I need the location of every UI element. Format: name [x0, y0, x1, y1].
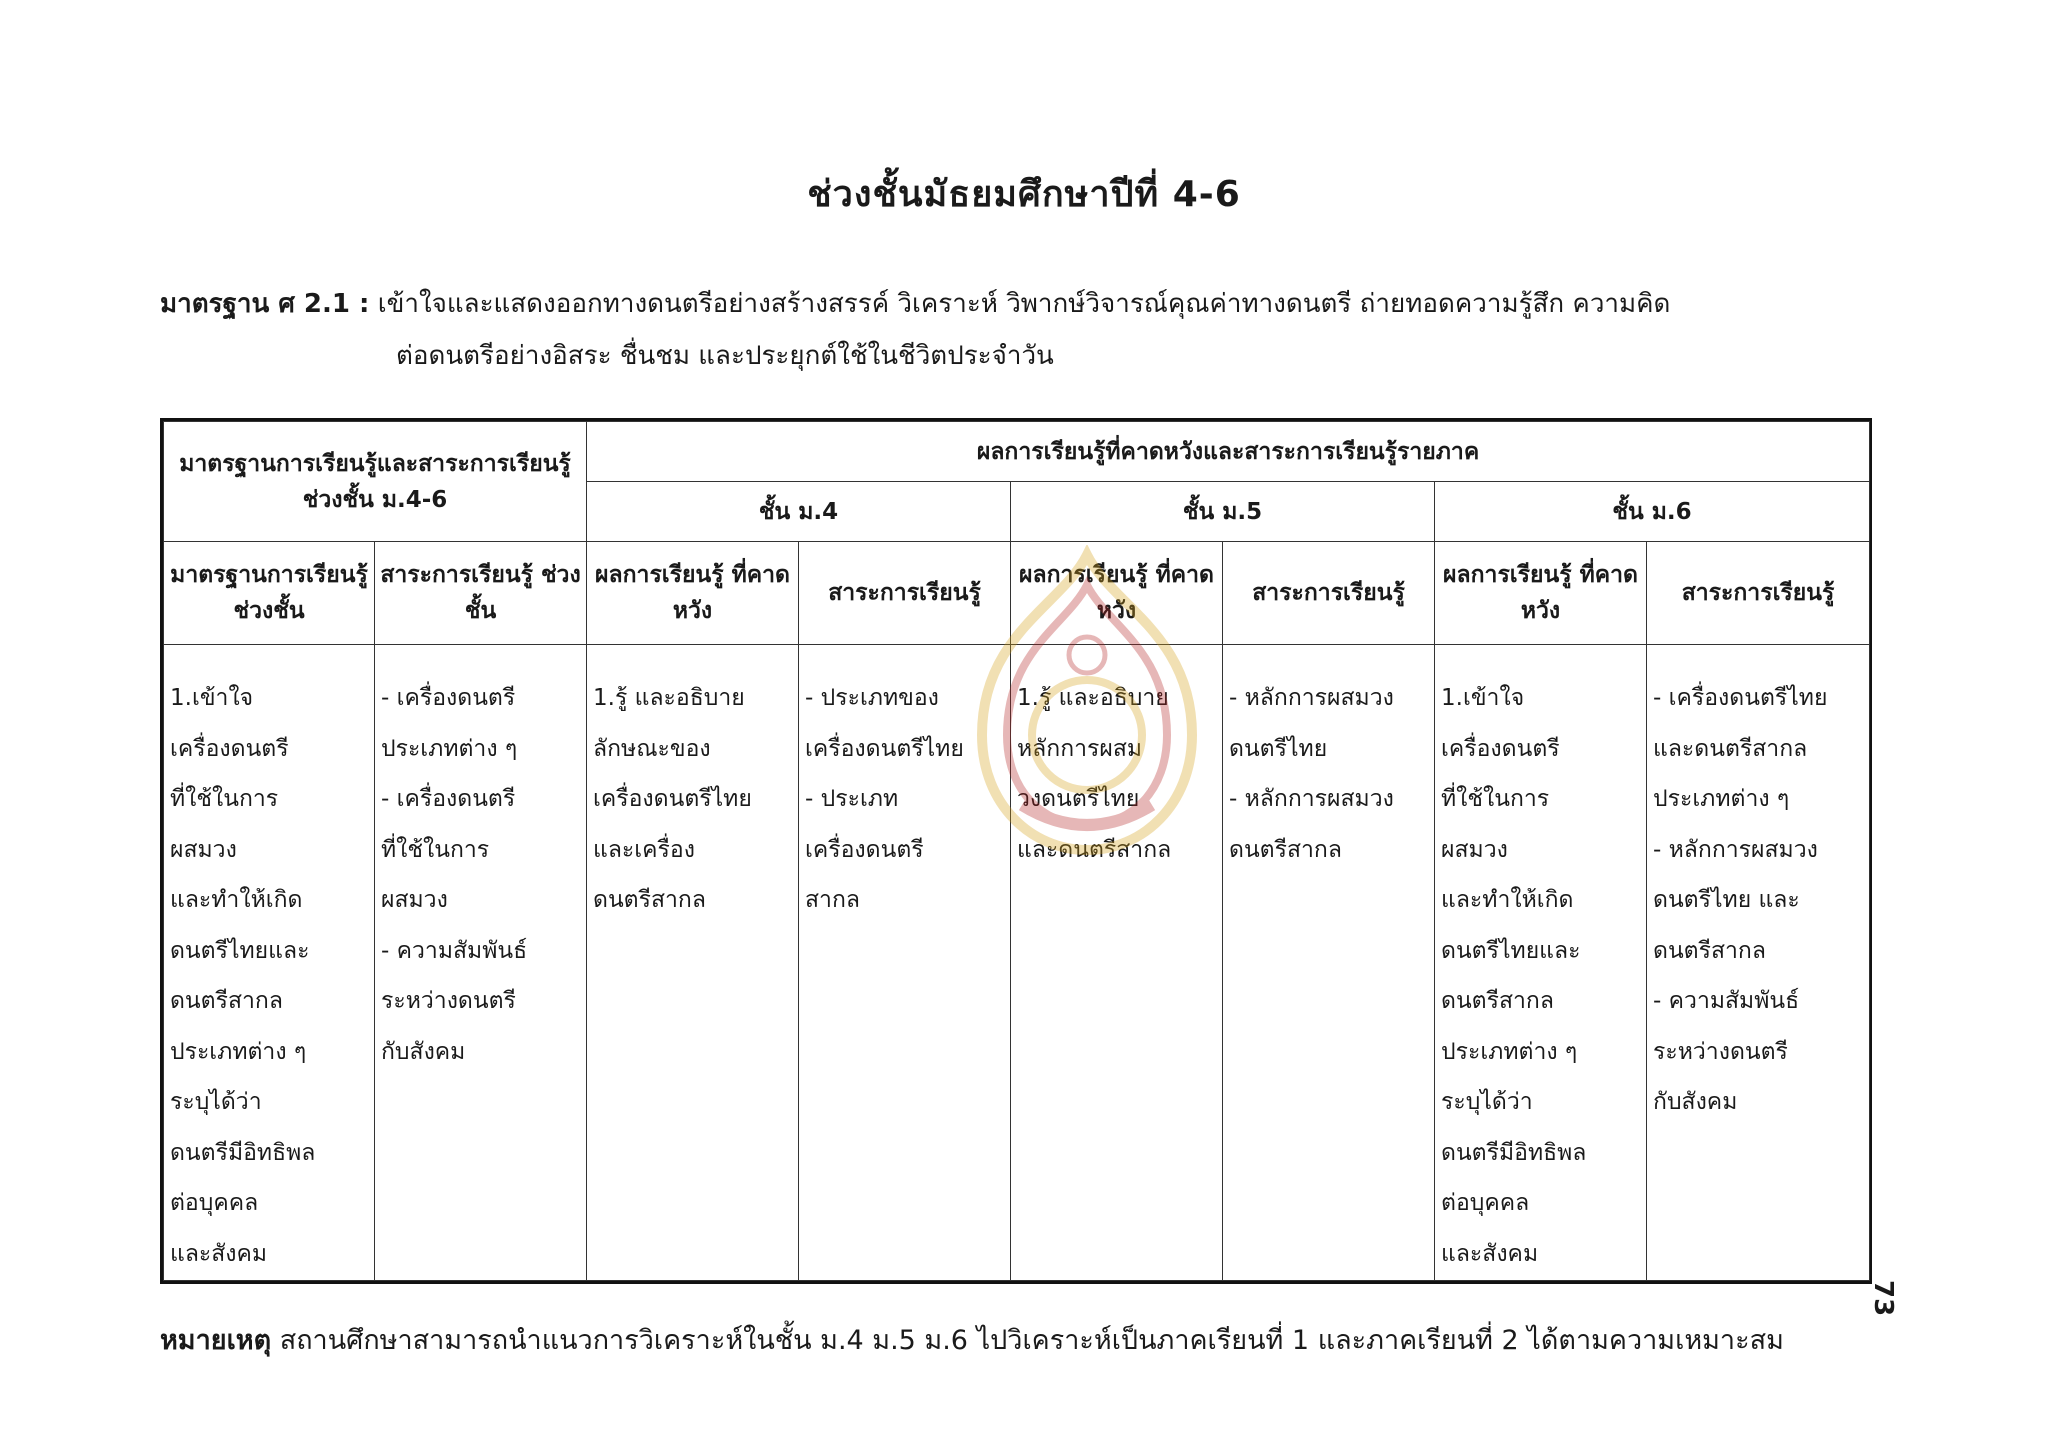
- bullet-item: [381, 673, 582, 774]
- dash-bullet-icon: -: [381, 937, 397, 964]
- bullet-item: [1229, 774, 1430, 875]
- header-grade-m6: ชั้น ม.6: [1435, 482, 1870, 542]
- header-expected-outcomes: ผลการเรียนรู้ที่คาดหวังและสาระการเรียนรู้รายภาค: [587, 422, 1870, 482]
- text-line: เข้าใจ: [1462, 685, 1525, 711]
- subheader-content-m4: สาระการเรียนรู้: [799, 542, 1011, 645]
- text-line: ดนตรีมีอิทธิพล: [170, 1139, 316, 1166]
- text-line: ระหว่างดนตรี: [381, 988, 516, 1014]
- text-line: ดนตรีไทย และ: [1653, 887, 1800, 913]
- text-line: ผสมวง: [170, 836, 237, 863]
- text-line: ดนตรีไทยและ: [170, 937, 310, 964]
- text-line: ประเภทต่าง ๆ: [1441, 1038, 1578, 1065]
- text-line: หลักการผสมวง: [1244, 685, 1394, 711]
- standard-text-line2: ต่อดนตรีอย่างอิสระ ชื่นชม และประยุกต์ใช้ในชีวิตประจำวัน: [396, 341, 1054, 371]
- dash-bullet-icon: -: [805, 685, 821, 711]
- text-line: ที่ใช้ในการ: [381, 836, 490, 863]
- bullet-item: [805, 774, 1006, 926]
- text-line: และทำให้เกิด: [1441, 887, 1574, 913]
- subheader-content-m6: สาระการเรียนรู้: [1647, 542, 1870, 645]
- page-title: ช่วงชั้นมัธยมศึกษาปีที่ 4-6: [807, 174, 1241, 215]
- bullet-item: [381, 926, 582, 1078]
- text-line: หลักการผสม: [1017, 735, 1143, 762]
- cell-standard: [164, 645, 375, 1281]
- text-line: หลักการผสมวง: [1244, 786, 1394, 812]
- text-line: ต่อบุคคล: [170, 1190, 259, 1216]
- dash-bullet-icon: -: [1653, 836, 1669, 863]
- header-standards-range: มาตรฐานการเรียนรู้และสาระการเรียนรู้ ช่วงชั้น ม.4-6: [164, 422, 587, 542]
- text-line: รู้ และอธิบาย: [614, 685, 745, 711]
- text-line: ระบุได้ว่า: [1441, 1089, 1533, 1115]
- text-line: เครื่องดนตรี: [805, 836, 924, 863]
- subheader-outcome-m6: ผลการเรียนรู้ ที่คาดหวัง: [1435, 542, 1647, 645]
- text-line: ดนตรีไทย: [1229, 735, 1328, 762]
- text-line: และทำให้เกิด: [170, 887, 303, 913]
- text-line: กับสังคม: [1653, 1089, 1738, 1115]
- dash-bullet-icon: -: [1229, 786, 1245, 812]
- text-line: สากล: [805, 887, 860, 913]
- text-line: ดนตรีสากล: [170, 988, 283, 1014]
- cell-outcome-m5: [1011, 645, 1223, 1281]
- text-line: ผสมวง: [1441, 836, 1508, 863]
- text-line: เครื่องดนตรี: [170, 735, 289, 762]
- subheader-standard: มาตรฐานการเรียนรู้ ช่วงชั้น: [164, 542, 375, 645]
- text-line: ดนตรีสากล: [1229, 836, 1342, 863]
- text-line: เครื่องดนตรี: [396, 786, 516, 812]
- text-line: เข้าใจ: [191, 685, 254, 711]
- cell-content-m5: [1223, 645, 1435, 1281]
- text-line: รู้ และอธิบาย: [1038, 685, 1169, 711]
- text-line: เครื่องดนตรี: [396, 685, 516, 711]
- text-line: ลักษณะของ: [593, 735, 711, 762]
- bullet-item: [381, 774, 582, 926]
- text-line: ระหว่างดนตรี: [1653, 1038, 1788, 1065]
- standard-text-line1: เข้าใจและแสดงออกทางดนตรีอย่างสร้างสรรค์ วิเคราะห์ วิพากษ์วิจารณ์คุณค่าทางดนตรี ถ่ายทอดความรู้สึก ความคิด: [377, 289, 1671, 319]
- text-line: ผสมวง: [381, 887, 448, 913]
- subheader-content-m5: สาระการเรียนรู้: [1223, 542, 1435, 645]
- bullet-item: [1653, 825, 1865, 977]
- dash-bullet-icon: -: [381, 786, 397, 812]
- bullet-item: [1229, 673, 1430, 774]
- text-line: ที่ใช้ในการ: [170, 786, 279, 812]
- text-line: ระบุได้ว่า: [170, 1089, 262, 1115]
- standard-statement: [160, 278, 1880, 382]
- footnote: [160, 1318, 1784, 1361]
- cell-outcome-m6: [1435, 645, 1647, 1281]
- text-line: วงดนตรีไทย: [1017, 786, 1140, 812]
- numbered-item: 1.เข้าใจ เครื่องดนตรี ที่ใช้ในการ ผสมวง และทำให้เกิด ดนตรีไทยและ ดนตรีสากล ประเภทต่าง ๆ ระบุได้ว่า ดนตรีมีอิทธิพล ต่อบุคคล และสังคม: [170, 673, 370, 1279]
- text-line: ความสัมพันธ์: [1668, 988, 1800, 1014]
- dash-bullet-icon: -: [381, 685, 397, 711]
- text-line: ที่ใช้ในการ: [1441, 786, 1550, 812]
- line-list: [593, 685, 794, 926]
- cell-content: [375, 645, 587, 1281]
- footnote-text: สถานศึกษาสามารถนำแนวการวิเคราะห์ในชั้น ม.4 ม.5 ม.6 ไปวิเคราะห์เป็นภาคเรียนที่ 1 และภาคเรียนที่ 2 ได้ตามความเหมาะสม: [279, 1325, 1784, 1356]
- text-line: ประเภทต่าง ๆ: [170, 1038, 307, 1065]
- bullet-item: [805, 673, 1006, 774]
- subheader-outcome-m5: ผลการเรียนรู้ ที่คาดหวัง: [1011, 542, 1223, 645]
- header-grade-m5: ชั้น ม.5: [1011, 482, 1435, 542]
- dash-bullet-icon: -: [1653, 685, 1669, 711]
- dash-bullet-icon: -: [805, 786, 821, 812]
- text-line: กับสังคม: [381, 1038, 466, 1065]
- text-line: ต่อบุคคล: [1441, 1190, 1530, 1216]
- bullet-item: [1653, 673, 1865, 825]
- numbered-item: 1.เข้าใจ เครื่องดนตรี ที่ใช้ในการ ผสมวง และทำให้เกิด ดนตรีไทยและ ดนตรีสากล ประเภทต่าง ๆ ระบุได้ว่า ดนตรีมีอิทธิพล ต่อบุคคล และสังคม: [1441, 673, 1642, 1279]
- curriculum-table: [160, 418, 1872, 1284]
- text-line: และดนตรีสากล: [1653, 735, 1808, 762]
- text-line: เครื่องดนตรีไทย: [1668, 685, 1828, 711]
- text-line: ประเภทต่าง ๆ: [381, 735, 518, 762]
- text-line: เครื่องดนตรีไทย: [805, 735, 964, 762]
- standard-label: มาตรฐาน ศ 2.1 :: [160, 289, 370, 319]
- page-number: 73: [1868, 1280, 1898, 1317]
- dash-bullet-icon: -: [1653, 988, 1669, 1014]
- text-line: ความสัมพันธ์: [396, 937, 528, 964]
- line-list: [170, 685, 370, 1279]
- text-line: ดนตรีมีอิทธิพล: [1441, 1139, 1587, 1166]
- text-line: หลักการผสมวง: [1668, 836, 1818, 863]
- bullet-item: [1653, 976, 1865, 1128]
- numbered-item: 1.รู้ และอธิบาย หลักการผสม วงดนตรีไทย และดนตรีสากล: [1017, 673, 1218, 875]
- text-line: ดนตรีสากล: [1653, 937, 1766, 964]
- text-line: เครื่องดนตรีไทย: [593, 786, 752, 812]
- text-line: ดนตรีไทยและ: [1441, 937, 1581, 964]
- cell-content-m6: [1647, 645, 1870, 1281]
- cell-outcome-m4: [587, 645, 799, 1281]
- text-line: ประเภทต่าง ๆ: [1653, 786, 1790, 812]
- footnote-label: หมายเหตุ: [160, 1325, 272, 1356]
- subheader-content: สาระการเรียนรู้ ช่วงชั้น: [375, 542, 587, 645]
- text-line: ประเภทของ: [820, 685, 939, 711]
- text-line: และสังคม: [170, 1240, 268, 1267]
- dash-bullet-icon: -: [1229, 685, 1245, 711]
- numbered-item: 1.รู้ และอธิบาย ลักษณะของ เครื่องดนตรีไทย และเครื่อง ดนตรีสากล: [593, 673, 794, 926]
- text-line: ดนตรีสากล: [593, 887, 706, 913]
- text-line: และสังคม: [1441, 1240, 1539, 1267]
- text-line: และเครื่อง: [593, 836, 695, 863]
- header-grade-m4: ชั้น ม.4: [587, 482, 1011, 542]
- text-line: และดนตรีสากล: [1017, 836, 1172, 863]
- cell-content-m4: [799, 645, 1011, 1281]
- text-line: ดนตรีสากล: [1441, 988, 1554, 1014]
- line-list: [1441, 685, 1642, 1279]
- line-list: [1017, 685, 1218, 875]
- text-line: ประเภท: [820, 786, 899, 812]
- text-line: เครื่องดนตรี: [1441, 735, 1560, 762]
- subheader-outcome-m4: ผลการเรียนรู้ ที่คาดหวัง: [587, 542, 799, 645]
